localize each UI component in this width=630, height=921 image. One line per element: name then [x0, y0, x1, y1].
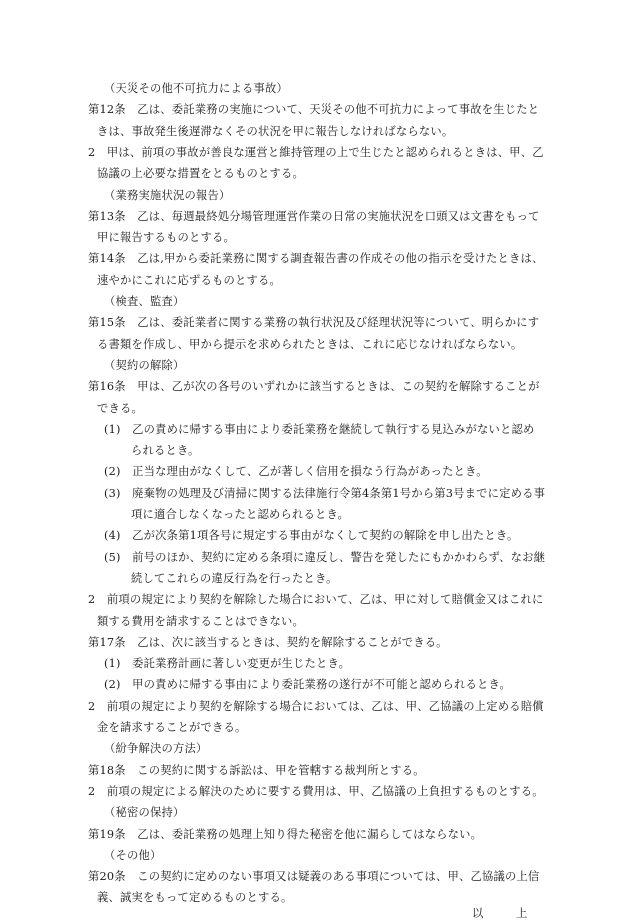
document-line: 第20条 この契約に定めのない事項又は疑義のある事項については、甲、乙協議の上信	[88, 870, 540, 884]
document-line: る書類を作成し、甲から提示を求められたときは、これに応じなければならない。	[97, 337, 523, 351]
document-line: 2 前項の規定により契約を解除した場合において、乙は、甲に対して賠償金又はこれに	[88, 593, 544, 607]
document-line: 金を請求することができる。	[97, 721, 247, 734]
document-line: 第15条 乙は、委託業者に関する業務の執行状況及び経理状況等について、明らかにす	[88, 316, 540, 330]
document-line: （天災その他不可抗力による事故）	[104, 82, 288, 95]
document-line: 第19条 乙は、委託業務の処理上知り得た秘密を他に漏らしてはならない。	[88, 827, 483, 841]
document-line: (4) 乙が次条第1項各号に規定する事由がなくして契約の解除を申し出たとき。	[104, 529, 519, 543]
document-line: 協議の上必要な措置をとるものとする。	[97, 167, 304, 181]
document-line: 第18条 この契約に関する訴訟は、甲を管轄する裁判所とする。	[88, 763, 425, 777]
document-line: (3) 廃棄物の処理及び清掃に関する法律施行令第4条第1号から第3号までに定める事	[104, 486, 546, 500]
document-line: （紛争解決の方法）	[104, 742, 208, 756]
document-line: 義、誠実をもって定めるものとする。	[97, 891, 293, 905]
document-line: 類する費用を請求することはできない。	[97, 614, 304, 628]
document-line: (5) 前号のほか、契約に定める条項に違反し、警告を発したにもかかわらず、なお継	[104, 550, 546, 564]
document-line: （その他）	[104, 848, 162, 862]
document-line: 甲に報告するものとする。	[97, 231, 235, 245]
closing-mark-i: 以	[472, 907, 484, 921]
document-line: （秘密の保持）	[104, 806, 185, 820]
document-line: 2 甲は、前項の事故が善良な運営と維持管理の上で生じたと認められるときは、甲、乙	[88, 145, 544, 159]
closing-mark-jo: 上	[516, 907, 528, 921]
document-line: 第16条 甲は、乙が次の各号のいずれかに該当するときは、この契約を解除することが	[88, 380, 540, 394]
document-line: 第14条 乙は,甲から委託業務に関する調査報告書の作成その他の指示を受けたときは、	[88, 252, 544, 266]
document-line: きは、事故発生後遅滞なくその状況を甲に報告しなければならない。	[97, 124, 454, 138]
document-line: できる。	[97, 401, 143, 415]
document-line: 速やかにこれに応ずるものとする。	[97, 273, 281, 287]
document-line: 項に適合しなくなったと認められるとき。	[131, 508, 349, 521]
document-line: （検査、監査）	[104, 295, 185, 308]
document-line: (2) 甲の責めに帰する事由により委託業務の遂行が不可能と認められるとき。	[104, 678, 512, 692]
document-line: 第13条 乙は、毎週最終処分場管理運営作業の日常の実施状況を口頭又は文書をもって	[88, 209, 540, 223]
document-line: 2 前項の規定による解決のために要する費用は、甲、乙協議の上負担するものとする。	[88, 784, 544, 798]
document-line: られるとき。	[131, 444, 200, 458]
document-line: (1) 委託業務計画に著しい変更が生じたとき。	[104, 657, 351, 671]
document-line: (2) 正当な理由がなくして、乙が著しく信用を損なう行為があったとき。	[104, 465, 488, 479]
document-line: （業務実施状況の報告）	[104, 188, 231, 202]
document-line: 2 前項の規定により契約を解除する場合においては、乙は、甲、乙協議の上定める賠償	[88, 699, 544, 713]
document-line: （契約の解除）	[104, 358, 185, 372]
document-line: 続してこれらの違反行為を行ったとき。	[131, 571, 338, 585]
document-line: 第12条 乙は、委託業務の実施について、天災その他不可抗力によって事故を生じたと	[88, 103, 540, 117]
document-line: 第17条 乙は、次に該当するときは、契約を解除することができる。	[88, 635, 448, 649]
document-line: (1) 乙の責めに帰する事由により委託業務を継続して執行する見込みがないと認め	[104, 422, 535, 436]
